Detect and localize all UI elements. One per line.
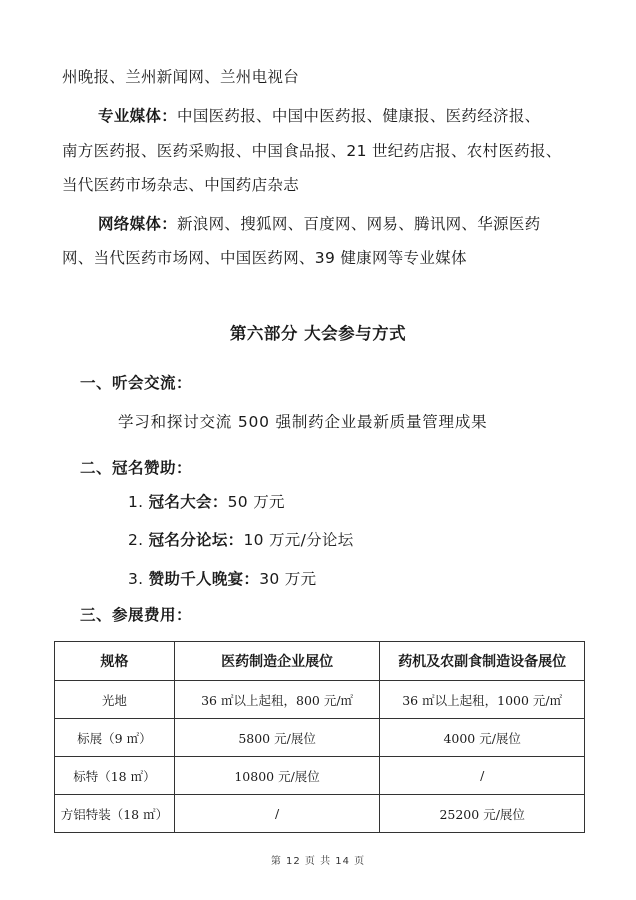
table-cell: / — [174, 795, 380, 833]
sponsor-item-3 — [128, 567, 316, 589]
table-cell: 标特（18 ㎡） — [55, 757, 175, 795]
media-continuation-line: 州晚报、兰州新闻网、兰州电视台 — [62, 68, 300, 86]
sponsor-item-1 — [128, 490, 285, 512]
sponsor-item-1-value: 50 万元 — [227, 493, 285, 511]
table-header-row — [55, 642, 585, 681]
table-cell: 5800 元/展位 — [174, 719, 380, 757]
sponsor-item-1-key: 冠名大会： — [148, 493, 228, 511]
page-footer: 第 12 页 共 14 页 — [270, 856, 366, 867]
table-cell: 光地 — [55, 681, 175, 719]
sponsor-item-3-value: 30 万元 — [259, 570, 317, 588]
sponsor-item-3-num: 3. — [128, 570, 144, 588]
sponsor-item-1-num: 1. — [128, 493, 144, 511]
professional-media-line-1 — [98, 106, 540, 126]
table-cell: 4000 元/展位 — [380, 719, 585, 757]
table-row — [55, 681, 585, 719]
sponsor-item-2-value: 10 万元/分论坛 — [243, 531, 354, 549]
table-row — [55, 795, 585, 833]
table-cell: 36 ㎡以上起租，1000 元/㎡ — [380, 681, 585, 719]
heading-sponsor: 二、冠名赞助： — [80, 459, 193, 477]
network-media-label: 网络媒体： — [98, 215, 178, 233]
fee-table — [54, 641, 585, 833]
table-cell: 10800 元/展位 — [174, 757, 380, 795]
professional-media-label: 专业媒体： — [98, 107, 178, 125]
heading-exhibit-fee: 三、参展费用： — [80, 606, 193, 624]
professional-media-line-2: 南方医药报、医药采购报、中国食品报、21 世纪药店报、农村医药报、 — [62, 142, 562, 160]
sponsor-item-3-key: 赞助千人晚宴： — [148, 570, 260, 588]
table-row — [55, 719, 585, 757]
table-cell: 36 ㎡以上起租，800 元/㎡ — [174, 681, 380, 719]
table-cell: 方铝特装（18 ㎡） — [55, 795, 175, 833]
network-media-line-1 — [98, 214, 540, 234]
professional-media-text-1: 中国医药报、中国中医药报、健康报、医药经济报、 — [177, 107, 541, 125]
header-pharma: 医药制造企业展位 — [174, 642, 380, 681]
table-cell: 标展（9 ㎡） — [55, 719, 175, 757]
section-title: 第六部分 大会参与方式 — [229, 324, 407, 343]
listen-text: 学习和探讨交流 500 强制药企业最新质量管理成果 — [118, 413, 488, 431]
table-cell: / — [380, 757, 585, 795]
sponsor-item-2-key: 冠名分论坛： — [148, 531, 244, 549]
table-row — [55, 757, 585, 795]
header-spec: 规格 — [55, 642, 175, 681]
sponsor-item-2-num: 2. — [128, 531, 144, 549]
network-media-text-1: 新浪网、搜狐网、百度网、网易、腾讯网、华源医药 — [177, 215, 541, 233]
header-machinery: 药机及农副食制造设备展位 — [380, 642, 585, 681]
network-media-line-2: 网、当代医药市场网、中国医药网、39 健康网等专业媒体 — [62, 249, 467, 267]
professional-media-line-3: 当代医药市场杂志、中国药店杂志 — [62, 176, 300, 194]
sponsor-item-2 — [128, 528, 354, 550]
table-cell: 25200 元/展位 — [380, 795, 585, 833]
heading-listen: 一、听会交流： — [80, 374, 193, 392]
